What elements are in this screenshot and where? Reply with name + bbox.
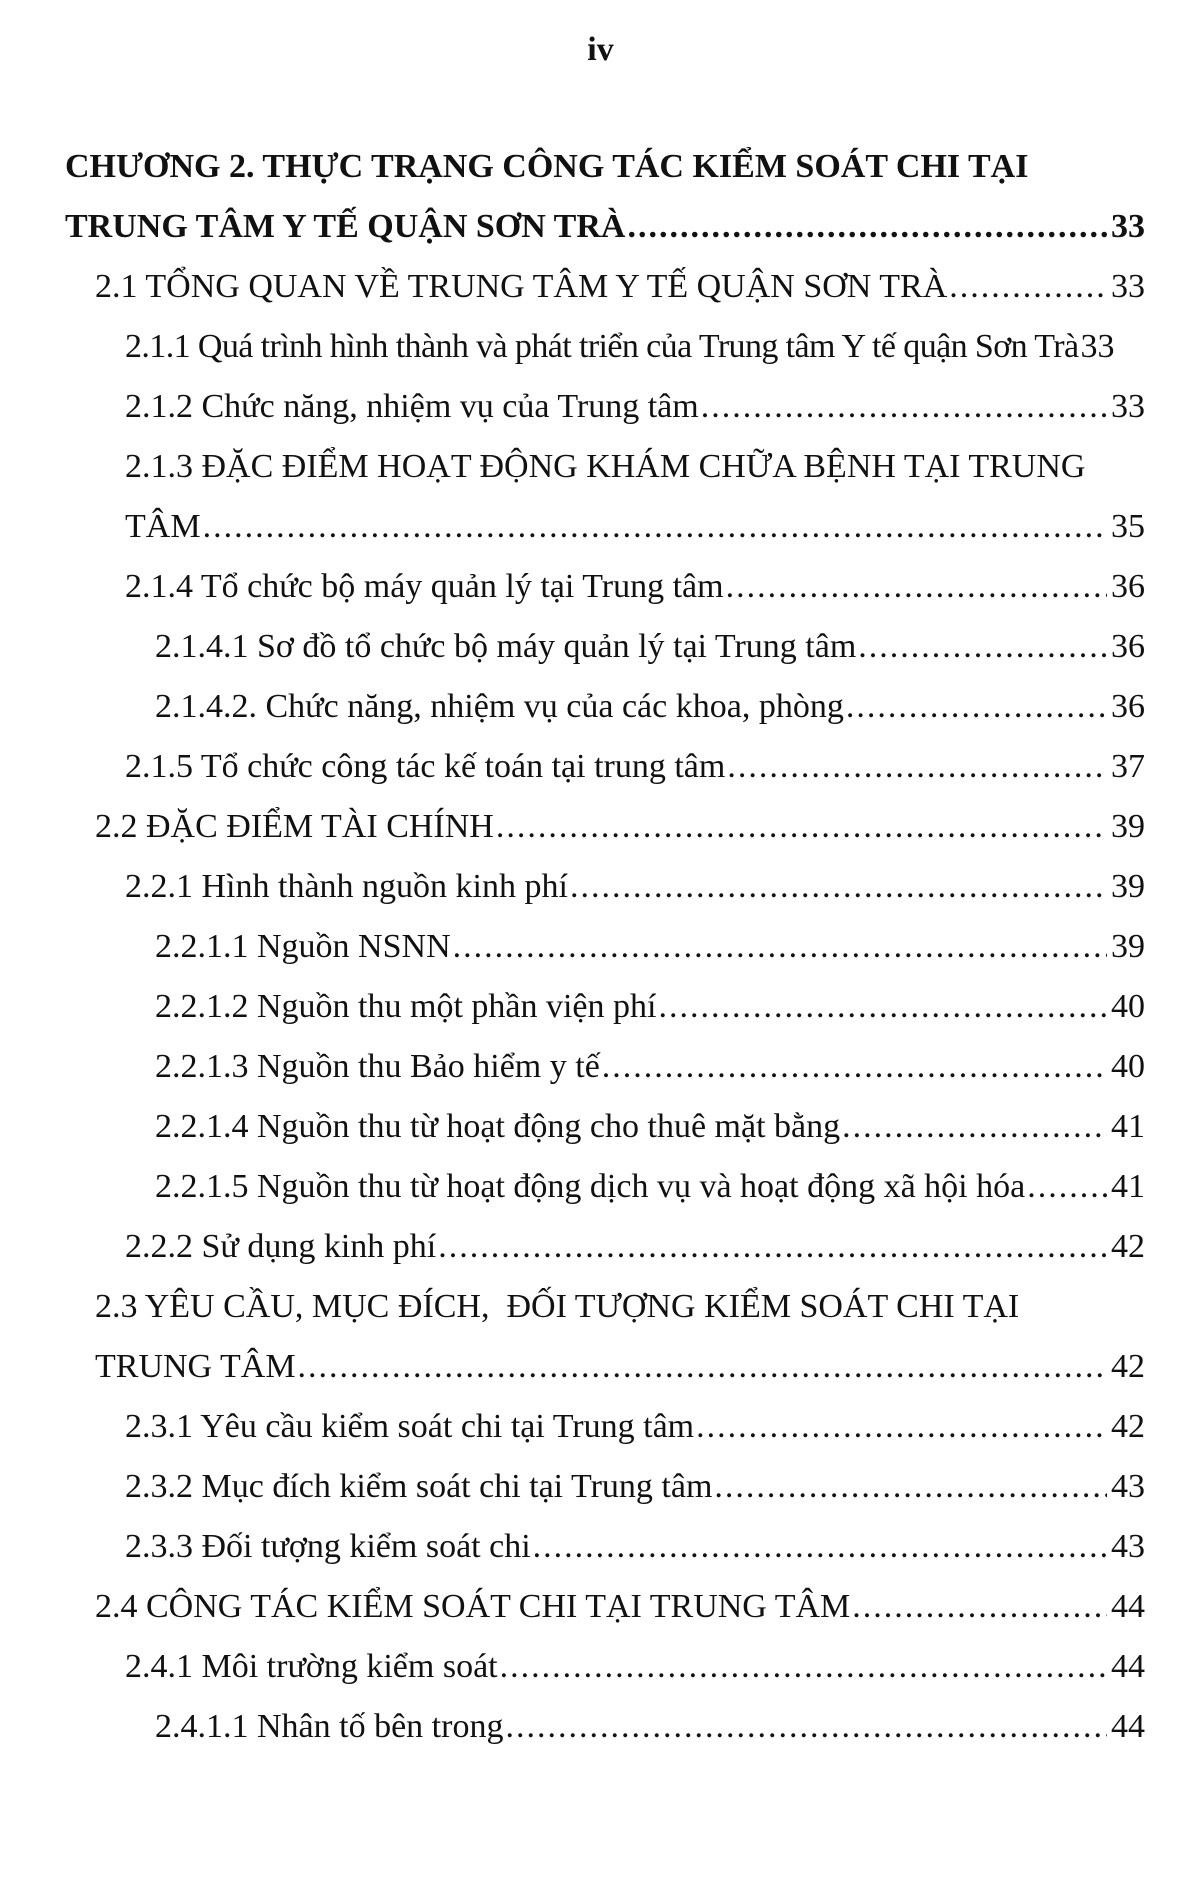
toc-entry-text: 2.3 YÊU CẦU, MỤC ĐÍCH, ĐỐI TƯỢNG KIỂM SOÁT CHI TẠI bbox=[95, 1288, 1020, 1325]
toc-entry-text: 2.4.1 Môi trường kiểm soát bbox=[125, 1648, 498, 1685]
toc-section-2-1-5[interactable] bbox=[125, 745, 1145, 789]
toc-entry-text: 2.4.1.1 Nhân tố bên trong bbox=[155, 1708, 504, 1745]
toc-page-number: 33 bbox=[1080, 328, 1115, 365]
toc-section-2-2[interactable] bbox=[95, 805, 1145, 849]
toc-entry-text: 2.1.4.1 Sơ đồ tổ chức bộ máy quản lý tại Trung tâm bbox=[155, 628, 857, 665]
toc-page-number: 40 bbox=[1111, 988, 1145, 1025]
toc-section-2-3-line-1[interactable] bbox=[95, 1285, 1145, 1329]
toc-page-number: 41 bbox=[1111, 1168, 1145, 1205]
dot-leader bbox=[949, 265, 1107, 309]
toc-entry-text: 2.1.4 Tổ chức bộ máy quản lý tại Trung tâm bbox=[125, 568, 724, 605]
dot-leader bbox=[438, 1225, 1107, 1269]
toc-section-2-1-4[interactable] bbox=[125, 565, 1145, 609]
toc-page-number: 39 bbox=[1111, 868, 1145, 905]
toc-page-number: 44 bbox=[1111, 1648, 1145, 1685]
toc-entry-text: 2.1 TỔNG QUAN VỀ TRUNG TÂM Y TẾ QUẬN SƠN TRÀ bbox=[95, 268, 948, 305]
toc-page-number: 44 bbox=[1111, 1588, 1145, 1625]
dot-leader bbox=[533, 1525, 1107, 1569]
toc-page-number: 44 bbox=[1111, 1708, 1145, 1745]
toc-page-number: 33 bbox=[1111, 388, 1145, 425]
toc-entry-text: 2.2 ĐẶC ĐIỂM TÀI CHÍNH bbox=[95, 808, 494, 845]
toc-page-number: 43 bbox=[1111, 1528, 1145, 1565]
toc-entry-text: 2.3.2 Mục đích kiểm soát chi tại Trung tâm bbox=[125, 1468, 713, 1505]
toc-page-number: 35 bbox=[1111, 508, 1145, 545]
dot-leader bbox=[570, 865, 1107, 909]
toc-page-number: 39 bbox=[1111, 808, 1145, 845]
toc-page-number: 33 bbox=[1111, 268, 1145, 305]
toc-section-2-1-3-line-1[interactable] bbox=[125, 445, 1145, 489]
toc-chapter-2-line-2[interactable] bbox=[65, 205, 1145, 249]
toc-page-number: 42 bbox=[1111, 1348, 1145, 1385]
toc-entry-text: 2.1.5 Tổ chức công tác kế toán tại trung tâm bbox=[125, 748, 726, 785]
dot-leader bbox=[701, 385, 1107, 429]
toc-section-2-2-2[interactable] bbox=[125, 1225, 1145, 1269]
toc-page-number: 36 bbox=[1111, 568, 1145, 605]
dot-leader bbox=[602, 1045, 1107, 1089]
toc-entry-text: 2.3.3 Đối tượng kiểm soát chi bbox=[125, 1528, 531, 1565]
dot-leader bbox=[1027, 1165, 1107, 1209]
toc-section-2-4-1[interactable] bbox=[125, 1645, 1145, 1689]
toc-chapter-2-line-1[interactable] bbox=[65, 145, 1145, 189]
toc-section-2-1[interactable] bbox=[95, 265, 1145, 309]
toc-section-2-2-1-3[interactable] bbox=[155, 1045, 1145, 1089]
dot-leader bbox=[714, 1465, 1107, 1509]
toc-entry-text: 2.4 CÔNG TÁC KIỂM SOÁT CHI TẠI TRUNG TÂM bbox=[95, 1588, 851, 1625]
toc-section-2-1-2[interactable] bbox=[125, 385, 1145, 429]
toc-section-2-1-4-2[interactable] bbox=[155, 685, 1145, 729]
toc-page-number: 42 bbox=[1111, 1408, 1145, 1445]
toc-section-2-2-1-5[interactable] bbox=[155, 1165, 1145, 1209]
dot-leader bbox=[842, 1105, 1107, 1149]
dot-leader bbox=[658, 985, 1107, 1029]
toc-page-number: 41 bbox=[1111, 1108, 1145, 1145]
toc-entry-text: 2.2.1.1 Nguồn NSNN bbox=[155, 928, 451, 965]
toc-page-number: 40 bbox=[1111, 1048, 1145, 1085]
toc-entry-text: 2.2.1.2 Nguồn thu một phần viện phí bbox=[155, 988, 657, 1025]
dot-leader bbox=[505, 1705, 1107, 1749]
toc-section-2-3-3[interactable] bbox=[125, 1525, 1145, 1569]
dot-leader bbox=[453, 925, 1107, 969]
page-number: iv bbox=[587, 31, 614, 68]
toc-section-2-3-1[interactable] bbox=[125, 1405, 1145, 1449]
toc-entry-text: CHƯƠNG 2. THỰC TRẠNG CÔNG TÁC KIỂM SOÁT CHI TẠI bbox=[65, 148, 1029, 185]
toc-entry-text: 2.1.2 Chức năng, nhiệm vụ của Trung tâm bbox=[125, 388, 699, 425]
toc-section-2-2-1[interactable] bbox=[125, 865, 1145, 909]
toc-entry-text: 2.1.1 Quá trình hình thành và phát triển của Trung tâm Y tế quận Sơn Trà bbox=[125, 328, 1079, 365]
toc-entry-text: 2.2.1.5 Nguồn thu từ hoạt động dịch vụ và hoạt động xã hội hóa bbox=[155, 1168, 1026, 1205]
dot-leader bbox=[627, 205, 1107, 249]
toc-section-2-4-1-1[interactable] bbox=[155, 1705, 1145, 1749]
dot-leader bbox=[696, 1405, 1107, 1449]
dot-leader bbox=[726, 565, 1107, 609]
dot-leader bbox=[496, 805, 1107, 849]
dot-leader bbox=[852, 1585, 1107, 1629]
toc-section-2-2-1-4[interactable] bbox=[155, 1105, 1145, 1149]
dot-leader bbox=[500, 1645, 1107, 1689]
toc-section-2-2-1-1[interactable] bbox=[155, 925, 1145, 969]
toc-page-number: 37 bbox=[1111, 748, 1145, 785]
dot-leader bbox=[846, 685, 1107, 729]
toc-entry-text: 2.2.1.4 Nguồn thu từ hoạt động cho thuê mặt bằng bbox=[155, 1108, 841, 1145]
toc-section-2-4[interactable] bbox=[95, 1585, 1145, 1629]
toc-entry-text: TÂM bbox=[125, 508, 201, 545]
toc-entry-text: TRUNG TÂM Y TẾ QUẬN SƠN TRÀ bbox=[65, 208, 626, 245]
toc-entry-text: 2.2.2 Sử dụng kinh phí bbox=[125, 1228, 437, 1265]
toc-page-number: 33 bbox=[1111, 208, 1145, 245]
toc-page-number: 36 bbox=[1111, 628, 1145, 665]
toc-section-2-1-3-line-2[interactable] bbox=[125, 505, 1145, 549]
toc-entry-text: TRUNG TÂM bbox=[95, 1348, 296, 1385]
toc-entry-text: 2.3.1 Yêu cầu kiểm soát chi tại Trung tâm bbox=[125, 1408, 695, 1445]
toc-entry-text: 2.2.1 Hình thành nguồn kinh phí bbox=[125, 868, 568, 905]
dot-leader bbox=[858, 625, 1107, 669]
toc-section-2-1-1[interactable] bbox=[125, 325, 1145, 369]
toc-entry-text: 2.1.3 ĐẶC ĐIỂM HOẠT ĐỘNG KHÁM CHỮA BỆNH TẠI TRUNG bbox=[125, 448, 1086, 485]
toc-section-2-2-1-2[interactable] bbox=[155, 985, 1145, 1029]
dot-leader bbox=[298, 1345, 1107, 1389]
toc-page-number: 39 bbox=[1111, 928, 1145, 965]
dot-leader bbox=[203, 505, 1107, 549]
toc-entry-text: 2.2.1.3 Nguồn thu Bảo hiểm y tế bbox=[155, 1048, 600, 1085]
toc-section-2-1-4-1[interactable] bbox=[155, 625, 1145, 669]
dot-leader bbox=[727, 745, 1107, 789]
toc-page-number: 42 bbox=[1111, 1228, 1145, 1265]
toc-section-2-3-line-2[interactable] bbox=[95, 1345, 1145, 1389]
toc-page-number: 43 bbox=[1111, 1468, 1145, 1505]
toc-page-number: 36 bbox=[1111, 688, 1145, 725]
toc-entry-text: 2.1.4.2. Chức năng, nhiệm vụ của các khoa, phòng bbox=[155, 688, 844, 725]
toc-section-2-3-2[interactable] bbox=[125, 1465, 1145, 1509]
